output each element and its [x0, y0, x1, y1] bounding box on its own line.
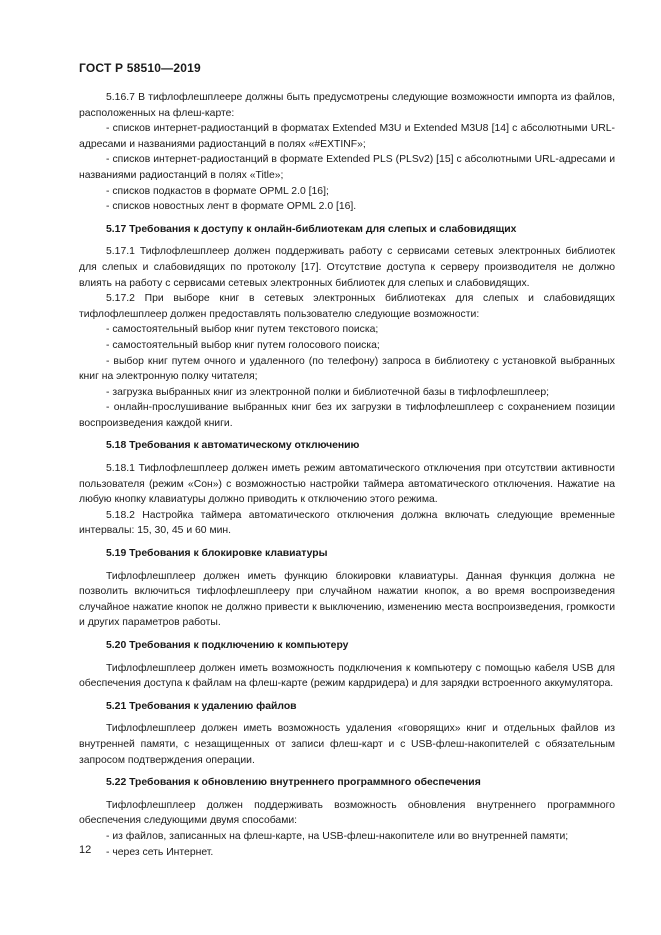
paragraph: 5.18.1 Тифлофлешплеер должен иметь режим автоматического отключения при отсутствии активности пользователя (режим «Сон») с возможностью настройки таймера автоматического отключения. Нажатие на любую кнопку клавиатуры должно приводить к отключению этого режима.: [79, 463, 615, 506]
paragraph: Тифлофлешплеер должен поддерживать возможность обновления внутреннего программного обеспечения следующими двумя способами:: [79, 799, 615, 827]
section-heading: 5.17 Требования к доступу к онлайн-библиотекам для слепых и слабовидящих: [106, 223, 517, 235]
list-item: - через сеть Интернет.: [106, 846, 214, 858]
section: [79, 222, 615, 432]
section: [79, 90, 615, 215]
page-number: 12: [79, 844, 92, 856]
section: [79, 699, 615, 768]
list-item: - списков интернет-радиостанций в формате Extended PLS (PLSv2) [15] с абсолютными URL-адресами и названиями радиостанций в полях «Title»;: [79, 154, 615, 181]
list-item: - списков новостных лент в формате OPML 2.0 [16].: [106, 201, 357, 213]
paragraph: 5.17.2 При выборе книг в сетевых электронных библиотеках для слепых и слабовидящих тифлофлешплеер должен предоставлять пользователю следующие возможности:: [79, 293, 615, 320]
section-heading: 5.21 Требования к удалению файлов: [106, 700, 297, 712]
section: [79, 638, 615, 692]
section: [79, 775, 615, 860]
list-item: - выбор книг путем очного и удаленного (по телефону) запроса в библиотеку с установкой выбранных книг на электронную полку читателя;: [79, 355, 615, 383]
document-header: ГОСТ Р 58510—2019: [79, 61, 201, 75]
list-item: - самостоятельный выбор книг путем голосового поиска;: [106, 339, 380, 351]
document-body: [79, 90, 615, 860]
section-heading: 5.18 Требования к автоматическому отключению: [106, 440, 360, 452]
section-heading: 5.20 Требования к подключению к компьютеру: [106, 640, 349, 651]
list-item: - списков интернет-радиостанций в форматах Extended M3U и Extended M3U8 [14] с абсолютными URL-адресами и названиями радиостанций в полях «#EXTINF»;: [79, 123, 615, 150]
list-item: - загрузка выбранных книг из электронной полки и библиотечной базы в тифлофлешплеер;: [106, 386, 550, 398]
paragraph: Тифлофлешплеер должен иметь возможность удаления «говорящих» книг и отдельных файлов из внутренней памяти, с незащищенных от записи флеш-карт и с USB-флеш-накопителей с обязательным запросом подтверждения операции.: [79, 723, 615, 766]
list-item: - самостоятельный выбор книг путем текстового поиска;: [106, 324, 379, 336]
paragraph: 5.16.7 В тифлофлешплеере должны быть предусмотрены следующие возможности импорта из файлов, расположенных на флеш-карте:: [79, 92, 615, 119]
paragraph: 5.17.1 Тифлофлешплеер должен поддерживать работу с сервисами сетевых электронных библиотек для слепых и слабовидящих по протоколу [17]. Отсутствие доступа к серверу производителя не должно влиять на работу с сервисами сетевых электронных библиотек для слепых и слабовидящих.: [79, 246, 615, 289]
paragraph: 5.18.2 Настройка таймера автоматического отключения должна включать следующие временные интервалы: 15, 30, 45 и 60 мин.: [79, 509, 615, 537]
section-heading: 5.22 Требования к обновлению внутреннего программного обеспечения: [106, 777, 481, 789]
list-item: - списков подкастов в формате OPML 2.0 [16];: [106, 185, 329, 197]
paragraph: Тифлофлешплеер должен иметь функцию блокировки клавиатуры. Данная функция должна не позволить включиться тифлофлешплееру при случайном нажатии кнопок, а во время воспроизведения случайное нажатие кнопок не должно привести к выключению, изменению места воспроизведения, громкости и других параметров работы.: [79, 570, 615, 629]
paragraph: Тифлофлешплеер должен иметь возможность подключения к компьютеру с помощью кабеля USB для обеспечения доступа к файлам на флеш-карте (режим кардридера) и для зарядки встроенного аккумулятора.: [79, 662, 615, 690]
section: [79, 546, 615, 631]
section-heading: 5.19 Требования к блокировке клавиатуры: [106, 548, 328, 560]
list-item: - из файлов, записанных на флеш-карте, на USB-флеш-накопителе или во внутренней памяти;: [106, 830, 569, 842]
list-item: - онлайн-прослушивание выбранных книг без их загрузки в тифлофлешплеер с сохранением позиции воспроизведения каждой книги.: [79, 402, 615, 429]
section: [79, 438, 615, 539]
